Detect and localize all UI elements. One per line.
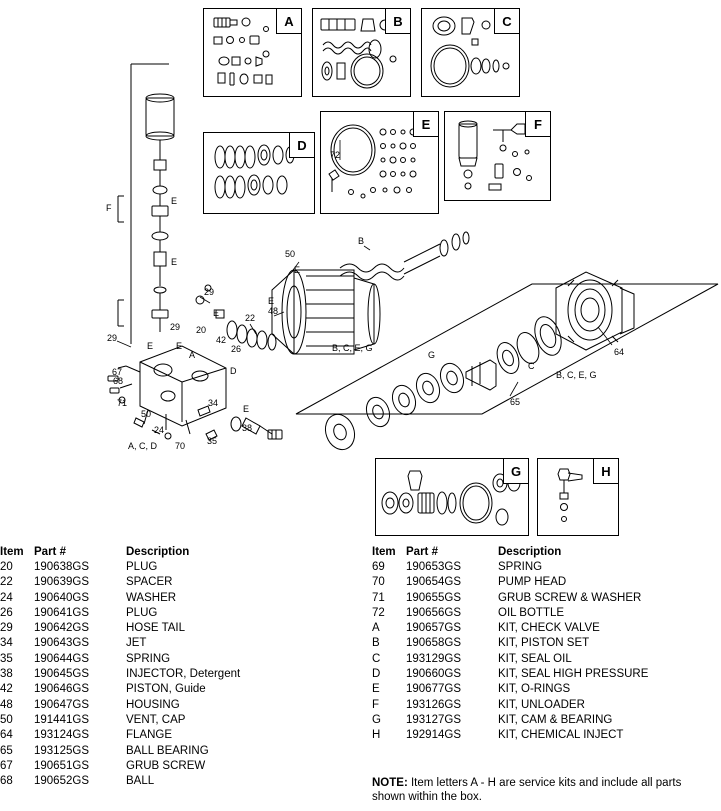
header-item-right: Item [372, 546, 396, 558]
cell-item: E [372, 683, 380, 696]
callout-b: B [358, 236, 365, 246]
cell-part: 190652GS [34, 775, 89, 788]
cell-part: 190640GS [34, 591, 89, 604]
cell-description: HOUSING [126, 698, 180, 711]
cell-item: 35 [0, 652, 13, 665]
kit-letter-e: E [413, 112, 438, 137]
parts-table-right [372, 546, 648, 744]
callout-29-2: 29 [170, 322, 181, 332]
callout-bceg-2: B, C, E, G [556, 370, 597, 380]
cell-item: B [372, 637, 380, 650]
cell-description: KIT, CHEMICAL INJECT [498, 729, 624, 742]
cell-part: 193129GS [406, 652, 461, 665]
callout-e-2: E [171, 257, 178, 267]
cell-item: 64 [0, 729, 13, 742]
table-row [0, 560, 240, 575]
table-row [0, 713, 240, 728]
table-row [0, 774, 240, 789]
cell-part: 193125GS [34, 744, 89, 757]
callout-e-4: E [147, 341, 154, 351]
note-label: NOTE: [372, 777, 408, 789]
callout-20: 20 [196, 325, 207, 335]
cell-item: 65 [0, 744, 13, 757]
cell-description: KIT, SEAL HIGH PRESSURE [498, 668, 649, 681]
table-row [0, 652, 240, 667]
cell-description: KIT, CAM & BEARING [498, 713, 613, 726]
callout-50-2: 50 [285, 249, 296, 259]
cell-description: PISTON, Guide [126, 683, 206, 696]
table-row [372, 560, 648, 575]
cell-item: 24 [0, 591, 13, 604]
table-row [0, 682, 240, 697]
cell-part: 190642GS [34, 622, 89, 635]
cell-description: GRUB SCREW & WASHER [498, 591, 642, 604]
callout-c: C [528, 361, 535, 371]
cell-description: SPACER [126, 576, 173, 589]
callout-50-1: 50 [141, 409, 152, 419]
note-block [372, 776, 717, 804]
callout-34: 34 [208, 398, 219, 408]
cell-description: SPRING [126, 652, 171, 665]
kit-letter-b: B [385, 9, 410, 34]
table-row [372, 636, 648, 651]
cell-item: G [372, 713, 381, 726]
cell-part: 193126GS [406, 698, 461, 711]
table-row [372, 682, 648, 697]
callout-24: 24 [154, 425, 165, 435]
callout-35: 35 [207, 436, 218, 446]
table-row [372, 698, 648, 713]
cell-item: 42 [0, 683, 13, 696]
table-row [372, 728, 648, 743]
cell-part: 190644GS [34, 652, 89, 665]
cell-part: 190653GS [406, 561, 461, 573]
callout-38: 38 [242, 423, 253, 433]
callout-e-7: E [268, 296, 275, 306]
callout-d: D [230, 366, 237, 376]
cell-item: 20 [0, 561, 13, 573]
cell-description: GRUB SCREW [126, 759, 206, 772]
table-row [0, 698, 240, 713]
cell-part: 190639GS [34, 576, 89, 589]
cell-item: 70 [372, 576, 385, 589]
cell-part: 192914GS [406, 729, 461, 742]
kit-letter-g: G [503, 459, 528, 484]
table-row [0, 636, 240, 651]
table-row [0, 759, 240, 774]
callout-e-3: E [213, 308, 220, 318]
cell-description: INJECTOR, Detergent [126, 668, 241, 681]
cell-description: OIL BOTTLE [498, 606, 565, 619]
header-description-right: Description [498, 546, 562, 558]
cell-item: F [372, 698, 380, 711]
kit-letter-f: F [525, 112, 550, 137]
cell-item: 67 [0, 759, 13, 772]
callout-70: 70 [175, 441, 186, 451]
callout-a: A [189, 350, 196, 360]
cell-description: FLANGE [126, 729, 173, 742]
cell-item: 71 [372, 591, 385, 604]
table-row [0, 667, 240, 682]
cell-part: 190660GS [406, 668, 461, 681]
callout-acd: A, C, D [128, 441, 158, 451]
kit-letter-d: D [289, 133, 314, 158]
table-row [372, 713, 648, 728]
cell-item: 22 [0, 576, 13, 589]
callout-71: 71 [117, 398, 128, 408]
cell-item: 26 [0, 606, 13, 619]
note-text: Item letters A - H are service kits and include all parts shown within the box. [372, 777, 682, 803]
callout-e-1: E [171, 196, 178, 206]
table-row [372, 575, 648, 590]
table-row [372, 591, 648, 606]
cell-description: PLUG [126, 606, 158, 619]
cell-description: HOSE TAIL [126, 622, 186, 635]
callout-48: 48 [268, 306, 279, 316]
cell-description: KIT, SEAL OIL [498, 652, 572, 665]
header-part-left: Part # [34, 546, 66, 558]
cell-item: D [372, 668, 381, 681]
table-row [0, 621, 240, 636]
cell-item: 69 [372, 561, 385, 573]
header-item-left: Item [0, 546, 24, 558]
callout-26: 26 [231, 344, 242, 354]
cell-item: 29 [0, 622, 13, 635]
cell-description: KIT, UNLOADER [498, 698, 585, 711]
callout-e-5: E [176, 341, 183, 351]
cell-part: 190654GS [406, 576, 461, 589]
callout-42: 42 [216, 335, 227, 345]
cell-description: KIT, PISTON SET [498, 637, 590, 650]
cell-part: 190655GS [406, 591, 461, 604]
cell-part: 190647GS [34, 698, 89, 711]
cell-part: 190646GS [34, 683, 89, 696]
table-row [0, 606, 240, 621]
cell-part: 190638GS [34, 561, 89, 573]
header-description-left: Description [126, 546, 190, 558]
table-row [0, 728, 240, 743]
cell-part: 193127GS [406, 713, 461, 726]
table-row [0, 575, 240, 590]
cell-part: 190645GS [34, 668, 89, 681]
kit-letter-a: A [276, 9, 301, 34]
table-row [0, 591, 240, 606]
cell-part: 190641GS [34, 606, 89, 619]
cell-item: 68 [0, 775, 13, 788]
cell-part: 190643GS [34, 637, 89, 650]
callout-29-3: 29 [107, 333, 118, 343]
parts-tables [0, 540, 721, 811]
kit-letter-h: H [593, 459, 618, 484]
cell-item: 72 [372, 606, 385, 619]
cell-part: 190651GS [34, 759, 89, 772]
cell-description: KIT, O-RINGS [498, 683, 571, 696]
cell-description: SPRING [498, 561, 543, 573]
cell-description: KIT, CHECK VALVE [498, 622, 600, 635]
table-row [372, 606, 648, 621]
cell-item: H [372, 729, 381, 742]
parts-table-left [0, 546, 240, 789]
cell-item: 48 [0, 698, 13, 711]
cell-description: BALL [126, 775, 155, 788]
cell-description: PUMP HEAD [498, 576, 567, 589]
callout-bceg-1: B, C, E, G [332, 343, 373, 353]
cell-item: 34 [0, 637, 13, 650]
kit-letter-c: C [494, 9, 519, 34]
callout-72: 72 [330, 150, 341, 160]
cell-item: C [372, 652, 381, 665]
callout-e-8: E [294, 265, 301, 275]
cell-item: A [372, 622, 380, 635]
callout-29-1: 29 [204, 287, 215, 297]
callout-g: G [428, 350, 436, 360]
callout-f-unloader: F [106, 203, 112, 213]
cell-part: 193124GS [34, 729, 89, 742]
header-part-right: Part # [406, 546, 438, 558]
callout-68: 68 [113, 376, 124, 386]
table-row [372, 621, 648, 636]
cell-part: 190656GS [406, 606, 461, 619]
callout-67: 67 [112, 367, 123, 377]
cell-description: PLUG [126, 561, 158, 573]
cell-part: 190677GS [406, 683, 461, 696]
callout-22: 22 [245, 313, 256, 323]
table-row [0, 744, 240, 759]
cell-description: BALL BEARING [126, 744, 209, 757]
callout-64: 64 [614, 347, 625, 357]
cell-part: 190657GS [406, 622, 461, 635]
cell-item: 50 [0, 713, 13, 726]
cell-item: 38 [0, 668, 13, 681]
callout-e-6: E [243, 404, 250, 414]
cell-description: JET [126, 637, 147, 650]
callout-65: 65 [510, 397, 521, 407]
cell-description: WASHER [126, 591, 177, 604]
cell-part: 191441GS [34, 713, 89, 726]
cell-part: 190658GS [406, 637, 461, 650]
cell-description: VENT, CAP [126, 713, 186, 726]
table-row [372, 652, 648, 667]
table-row [372, 667, 648, 682]
